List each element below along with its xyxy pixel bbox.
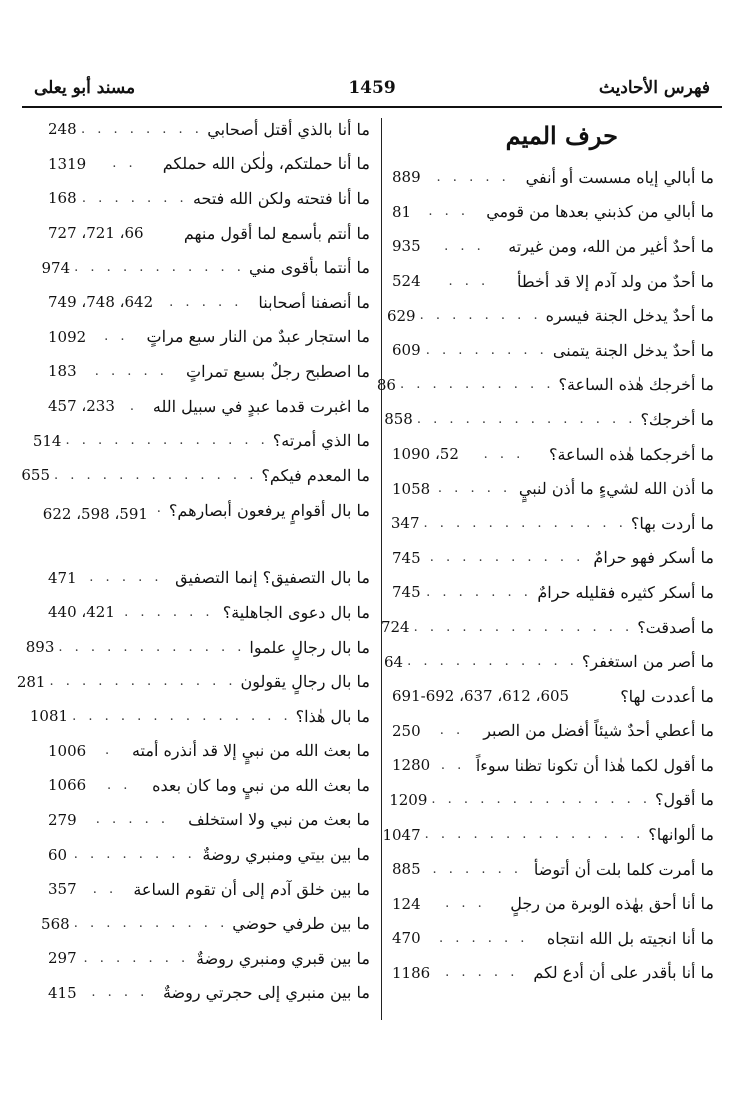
leader-dots: . . . . . . . .	[419, 308, 542, 324]
leader-dots: . . .	[444, 238, 485, 254]
index-entry	[48, 320, 370, 355]
index-entry	[48, 112, 370, 147]
hadith-number: 514	[32, 431, 62, 450]
entry-text: ما أبالي من كذبني بعدها من قومي	[486, 202, 714, 222]
index-entry	[48, 285, 370, 320]
hadith-number: 1186	[392, 963, 431, 982]
index-entry	[21, 458, 370, 493]
index-entry	[392, 886, 714, 921]
hadith-number: 347	[390, 514, 420, 533]
entry-text: ما أنا فتحته ولكن الله فتحه	[192, 188, 370, 208]
hadith-number: 1058	[392, 479, 431, 498]
leader-dots: . . . . . . . . . . . . . .	[413, 619, 634, 635]
hadith-number: 745	[392, 548, 421, 567]
leader-dots: . . . . . .	[124, 604, 214, 620]
book-title: مسند أبو يعلى	[34, 78, 136, 98]
index-entry	[48, 216, 370, 251]
leader-dots: . . . . . . .	[83, 950, 190, 966]
index-entry	[392, 956, 714, 991]
index-entry	[386, 298, 714, 333]
leader-dots: . . . .	[91, 985, 149, 1001]
leader-dots: . . . . . . . . . . .	[74, 260, 245, 276]
leader-dots: . . .	[445, 896, 486, 912]
hadith-number: 470	[392, 929, 421, 948]
leader-dots: . . . . . . .	[426, 584, 532, 600]
entry-text: ما بين قبري ومنبري روضةٌ	[196, 948, 370, 968]
hadith-number: 1006	[48, 741, 87, 760]
leader-dots: . . . . . . . . . . . . .	[54, 467, 258, 483]
leader-dots: . . . . . . . .	[425, 342, 548, 358]
entry-text: ما أحدٌ يدخل الجنة يتمنى	[552, 340, 714, 360]
entry-text: ما بال هٰذا؟	[295, 706, 370, 726]
hadith-number: 1066	[48, 776, 87, 795]
leader-dots: . . . . . . . . . .	[73, 916, 229, 932]
entry-text: ما أعطي أحدٌ شيئاً أفضل من الصبر	[483, 721, 714, 741]
right-column	[376, 112, 714, 990]
index-entry	[392, 437, 714, 472]
page-header	[22, 70, 722, 110]
leader-dots: . . .	[448, 273, 490, 289]
entry-text: ما أصدقت؟	[637, 617, 714, 637]
leader-dots: . . . . . . . . . . . . . .	[72, 708, 292, 724]
hadith-number: 591، 598، 622	[42, 504, 148, 523]
leader-dots: . . . . . . . . . . . . .	[423, 515, 627, 531]
leader-dots: . . . . . . . . . .	[399, 377, 555, 393]
entry-text: ما أنا حملتكم، ولٰكن الله حملكم	[162, 154, 370, 174]
index-entry	[382, 817, 714, 852]
leader-dots: . .	[92, 881, 118, 897]
entry-text: ما أنتما بأقوى مني	[248, 258, 370, 278]
leader-dots: . . . . . . . . . . . . . .	[431, 792, 651, 808]
hadith-number: 168	[48, 189, 77, 208]
leader-dots: . .	[106, 777, 132, 793]
entry-text: ما بال دعوى الجاهلية؟	[222, 602, 370, 622]
hadith-number: 858	[384, 410, 413, 429]
entry-text: ما أنا بأقدر على أن أدع لكم	[533, 963, 714, 983]
hadith-number: 609	[392, 341, 421, 360]
index-entry	[48, 389, 370, 424]
entry-text: ما ألوانها؟	[648, 825, 714, 845]
leader-dots: . . . . .	[437, 481, 512, 497]
entry-text: ما بعث الله من نبيٍ وما كان بعده	[152, 775, 370, 795]
leader-dots: . . . . . . . . . . . . . .	[424, 827, 645, 843]
hadith-number: 357	[48, 880, 77, 899]
hadith-number: 183	[48, 362, 77, 381]
leader-dots: . . . . . .	[432, 861, 522, 877]
entry-text: ما أخرجك هٰذه الساعة؟	[558, 375, 714, 395]
index-entry	[392, 160, 714, 195]
leader-dots: . . .	[428, 204, 469, 220]
index-entry	[392, 506, 714, 541]
index-entry	[392, 541, 714, 576]
hadith-number: 1319	[48, 154, 87, 173]
hadith-number: 124	[392, 894, 421, 913]
hadith-number: 1081	[29, 707, 69, 726]
index-entry	[41, 906, 370, 941]
hadith-number: 66، 721، 727	[48, 224, 144, 243]
hadith-number: 745	[392, 583, 421, 602]
entry-text: ما اغبرت قدما عبدٍ في سبيل الله	[152, 396, 370, 416]
entry-text: ما أنتم بأسمع لما أقول منهم	[183, 223, 370, 243]
index-entry	[48, 872, 370, 907]
leader-dots: . . . . . . . .	[80, 121, 203, 137]
index-entry	[384, 644, 714, 679]
index-entry	[380, 610, 714, 645]
hadith-number: 885	[392, 860, 421, 879]
leader-dots: . . . . .	[445, 965, 519, 981]
hadith-number: 52، 1090	[392, 445, 459, 464]
index-entry	[392, 229, 714, 264]
index-entry	[392, 195, 714, 230]
index-entry	[16, 664, 370, 699]
hadith-number: 81	[392, 202, 412, 221]
index-entry	[41, 250, 370, 285]
section-title: حرف الميم	[505, 121, 618, 150]
leader-dots: . .	[104, 329, 129, 345]
entry-text: ما استجار عبدٌ من النار سبع مراتٍ	[146, 327, 370, 347]
leader-dots: . . . . .	[94, 363, 168, 379]
index-entry	[392, 921, 714, 956]
hadith-number: 86	[376, 375, 396, 394]
leader-dots: . . .	[483, 446, 525, 462]
index-entry	[392, 264, 714, 299]
entry-text: ما أصر من استغفر؟	[581, 652, 714, 672]
column-divider	[381, 118, 382, 1020]
page-number: 1459	[348, 78, 396, 98]
index-entry	[48, 803, 370, 838]
entry-text: ما بعث من نبي ولا استخلف	[188, 810, 370, 830]
index-entry	[392, 714, 714, 749]
index-entry	[48, 181, 370, 216]
index-entry	[48, 734, 370, 769]
leader-dots: . . . . . . . .	[73, 847, 196, 863]
index-entry	[392, 679, 714, 714]
entry-text: ما بين طرفي حوضي	[232, 914, 370, 934]
index-entry	[48, 147, 370, 182]
hadith-number: 421، 440	[48, 603, 115, 622]
hadith-number: 248	[48, 120, 77, 139]
index-entry	[25, 630, 370, 665]
leader-dots: . . . . . .	[438, 930, 529, 946]
entry-text: ما بين خلق آدم إلى أن تقوم الساعة	[133, 879, 370, 899]
leader-dots: . . . . .	[89, 570, 163, 586]
hadith-number: 1280	[392, 756, 431, 775]
leader-dots: .	[156, 500, 165, 516]
hadith-number: 655	[21, 466, 51, 485]
entry-text: ما بال التصفيق؟ إنما التصفيق	[175, 568, 370, 588]
entry-text: ما اصطبح رجلٌ بسبع تمراتٍ	[186, 361, 370, 381]
hadith-number: 642، 748، 749	[48, 293, 154, 312]
leader-dots: . . . . .	[436, 169, 510, 185]
leader-dots: . . . . . . . . . . . . .	[65, 433, 269, 449]
leader-dots: .	[129, 398, 138, 414]
index-entry	[392, 471, 714, 506]
index-entry	[48, 561, 370, 596]
entry-text: ما أسكر كثيره فقليله حرامٌ	[537, 582, 714, 602]
hadith-number: 250	[392, 721, 421, 740]
hadith-number: 233، 457	[48, 397, 115, 416]
left-column	[16, 112, 370, 1010]
entry-text: ما المعدم فيكم؟	[261, 465, 370, 485]
entry-text: ما أخرجكما هٰذه الساعة؟	[548, 444, 714, 464]
hadith-number: 1209	[389, 790, 428, 809]
entry-text: ما أحدٌ أغير من الله، ومن غيرته	[508, 236, 714, 256]
hadith-number: 1092	[48, 327, 87, 346]
entry-text: ما أنصفنا أصحابنا	[258, 292, 370, 312]
index-entry	[48, 595, 370, 630]
index-entry	[376, 368, 714, 403]
leader-dots: . . . . .	[95, 812, 169, 828]
leader-dots: . .	[112, 156, 137, 172]
index-entry	[32, 423, 370, 458]
index-entry	[48, 941, 370, 976]
entry-text: ما أخرجك؟	[640, 409, 714, 429]
leader-dots: . . . . . . . . . .	[429, 550, 585, 566]
leader-dots: . . . . . . . . . . . .	[49, 674, 237, 690]
entry-text: ما أنا أحق بهٰذه الوبرة من رجلٍ	[510, 894, 714, 914]
entry-text: ما أنا انجيته بل الله انتجاه	[546, 928, 714, 948]
entry-text: ما أنا بالذي أقتل أصحابي	[207, 119, 370, 139]
entry-text: ما الذي أمرته؟	[272, 431, 370, 451]
leader-dots: . . . . .	[169, 294, 243, 310]
leader-dots: . . . . . . . . . . . .	[58, 639, 246, 655]
index-entry	[48, 837, 370, 872]
entry-text: ما بعث الله من نبيٍ إلا قد أنذره أمته	[131, 741, 370, 761]
entry-text: ما أحدٌ من ولد آدم إلا قد أخطأ	[517, 271, 714, 291]
hadith-number: 629	[386, 306, 416, 325]
leader-dots: . . . . . . . . . . . . . .	[416, 411, 637, 427]
hadith-number: 64	[384, 652, 404, 671]
entry-text: ما أسكر فهو حرامٌ	[593, 548, 714, 568]
index-entry	[389, 783, 714, 818]
index-entry	[29, 699, 370, 734]
hadith-number: 415	[48, 983, 77, 1002]
entry-text: ما بال رجالٍ علموا	[249, 637, 370, 657]
index-entry	[392, 748, 714, 783]
index-entry	[42, 493, 370, 561]
hadith-number: 893	[25, 638, 55, 657]
hadith-number: 724	[380, 618, 410, 637]
index-entry	[48, 768, 370, 803]
leader-dots: . . . . . . .	[81, 190, 188, 206]
hadith-number: 281	[16, 672, 46, 691]
entry-text: ما أذن الله لشيءٍ ما أذن لنبيٍ	[518, 479, 714, 499]
index-entry	[384, 402, 714, 437]
entry-text: ما بين منبري إلى حجرتي روضةٌ	[162, 983, 370, 1003]
entry-text: ما أمرت كلما بلت أن أتوضأ	[533, 859, 714, 879]
hadith-number: 605، 612، 637، 691-692	[392, 687, 570, 706]
entry-text: ما أقول؟	[654, 790, 714, 810]
index-entry	[392, 575, 714, 610]
entry-text: ما بال أقوامٍ يرفعون أبصارهم؟	[168, 500, 370, 520]
leader-dots: . . . . . . . . . . .	[407, 654, 578, 670]
hadith-number: 568	[41, 914, 70, 933]
hadith-number: 1047	[382, 825, 421, 844]
hadith-number: 60	[48, 845, 68, 864]
entry-text: ما أعددت لها؟	[620, 686, 714, 706]
index-entry	[48, 354, 370, 389]
leader-dots: . .	[440, 757, 466, 773]
running-title: فهرس الأحاديث	[598, 78, 710, 98]
entry-text: ما بين بيتي ومنبري روضةٌ	[202, 845, 370, 865]
header-rule	[22, 106, 722, 108]
entry-text: ما أحدٌ يدخل الجنة فيسره	[545, 306, 714, 326]
hadith-number: 297	[48, 949, 77, 968]
index-entry	[392, 333, 714, 368]
entry-text: ما أبالي إياه مسست أو أنفي	[525, 167, 714, 187]
leader-dots: .	[105, 743, 114, 759]
entry-text: ما أقول لكما هٰذا أن تكونا تظنا سوءاً	[475, 755, 714, 775]
hadith-number: 935	[392, 237, 421, 256]
leader-dots: . .	[439, 723, 465, 739]
hadith-number: 471	[48, 568, 77, 587]
index-entry	[392, 852, 714, 887]
hadith-number: 279	[48, 810, 77, 829]
hadith-number: 889	[392, 168, 421, 187]
entry-text: ما أردت بها؟	[630, 513, 714, 533]
hadith-number: 974	[41, 258, 71, 277]
index-entry	[48, 976, 370, 1011]
entry-text: ما بال رجالٍ يقولون	[240, 672, 370, 692]
hadith-number: 524	[392, 272, 421, 291]
